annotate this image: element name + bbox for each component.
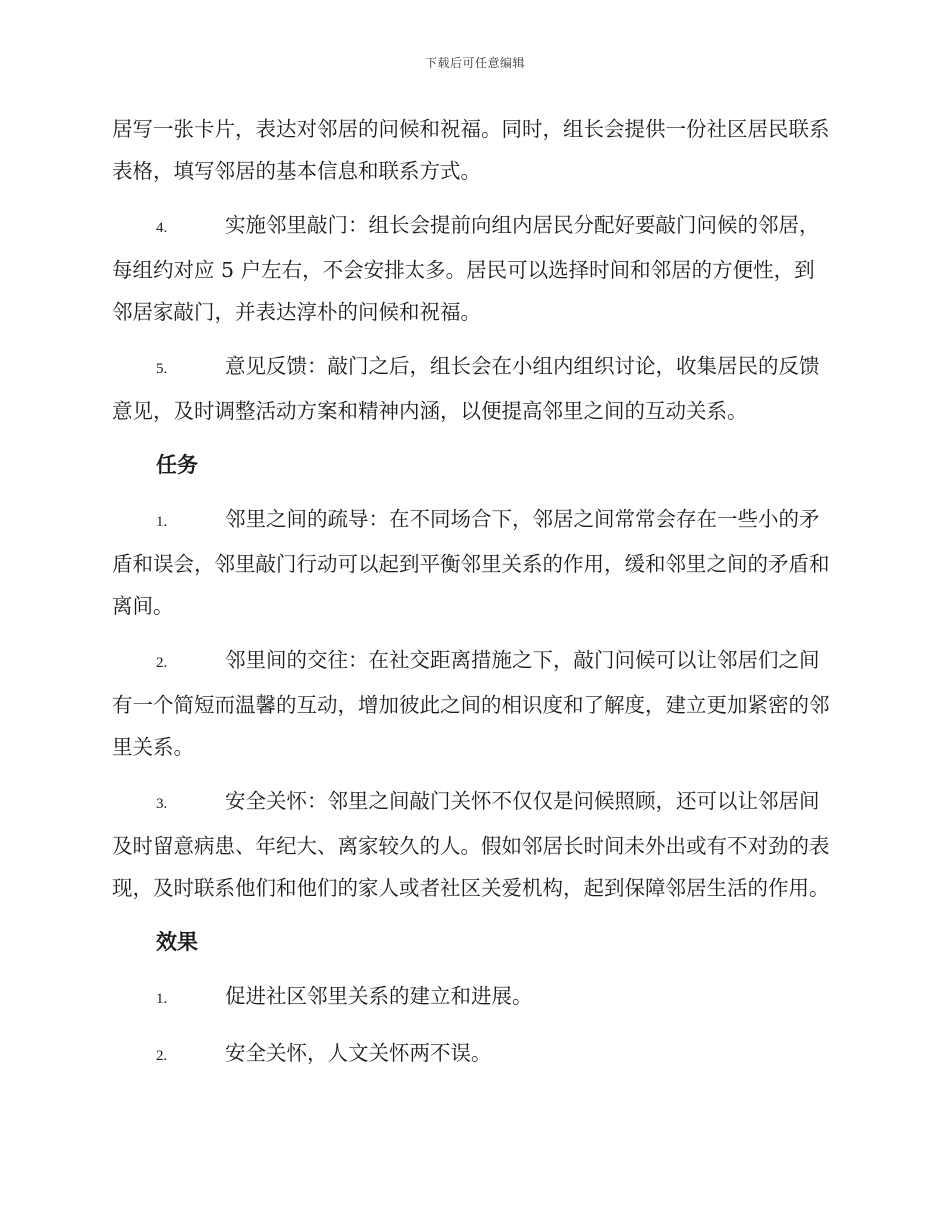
list-number: 4. xyxy=(156,220,168,236)
list-item-text: 促进社区邻里关系的建立和进展。 xyxy=(225,984,533,1008)
tasks-heading: 任务 xyxy=(156,453,198,477)
task-item-3 xyxy=(112,780,834,909)
step-item-5 xyxy=(112,345,834,432)
list-item-text: 邻里间的交往：在社交距离措施之下，敲门问候可以让邻居们之间有一个简短而温馨的互动，增加彼此之间的相识度和了解度，建立更加紧密的邻里关系。 xyxy=(112,648,830,759)
list-number: 1. xyxy=(156,991,168,1007)
task-item-2 xyxy=(112,639,834,768)
task-item-1 xyxy=(112,498,834,627)
effects-heading: 效果 xyxy=(156,930,198,954)
list-number: 1. xyxy=(156,514,168,530)
list-item-text: 安全关怀，人文关怀两不误。 xyxy=(225,1041,492,1065)
effect-item-1 xyxy=(112,975,834,1020)
page-header: 下载后可任意编辑 xyxy=(424,56,525,70)
intro-paragraph: 居写一张卡片，表达对邻居的问候和祝福。同时，组长会提供一份社区居民联系表格，填写邻居的基本信息和联系方式。 xyxy=(112,117,830,183)
list-number: 3. xyxy=(156,796,168,812)
effect-item-2 xyxy=(112,1032,834,1077)
list-number: 2. xyxy=(156,1048,168,1064)
list-number: 2. xyxy=(156,655,168,671)
list-item-text: 邻里之间的疏导：在不同场合下，邻居之间常常会存在一些小的矛盾和误会，邻里敲门行动可以起到平衡邻里关系的作用，缓和邻里之间的矛盾和离间。 xyxy=(112,507,830,618)
step-item-4 xyxy=(112,204,834,333)
list-item-text: 实施邻里敲门：组长会提前向组内居民分配好要敲门问候的邻居，每组约对应 5 户左右，不会安排太多。居民可以选择时间和邻居的方便性，到邻居家敲门，并表达淳朴的问候和祝福。 xyxy=(112,213,820,324)
list-item-text: 意见反馈：敲门之后，组长会在小组内组织讨论，收集居民的反馈意见，及时调整活动方案和精神内涵，以便提高邻里之间的互动关系。 xyxy=(112,354,820,423)
list-item-text: 安全关怀：邻里之间敲门关怀不仅仅是问候照顾，还可以让邻居间及时留意病患、年纪大、离家较久的人。假如邻居长时间未外出或有不对劲的表现，及时联系他们和他们的家人或者社区关爱机构，起到保障邻居生活的作用。 xyxy=(112,789,830,900)
document-body xyxy=(112,108,834,1089)
list-number: 5. xyxy=(156,361,168,377)
